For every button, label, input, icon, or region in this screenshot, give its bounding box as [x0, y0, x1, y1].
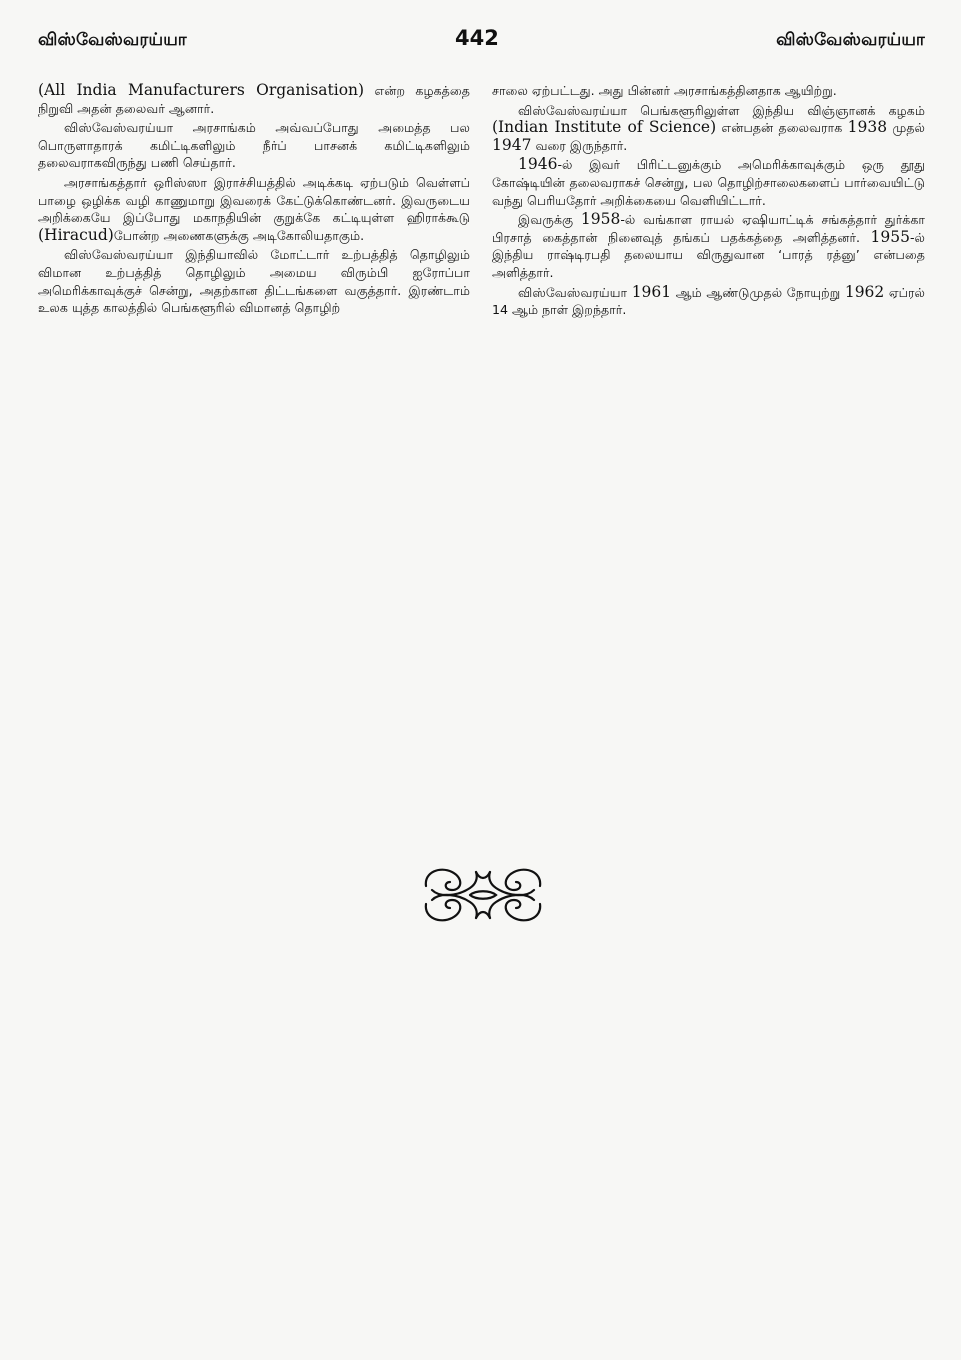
year: 1955	[870, 227, 910, 246]
paragraph-text: விஸ்வேஸ்வரய்யா	[518, 284, 632, 300]
english-phrase: (Indian Institute of Science)	[492, 118, 717, 137]
paragraph-text: முதல்	[887, 120, 925, 136]
paragraph	[38, 82, 470, 117]
paragraph-text: போன்ற அணைகளுக்கு அடிகோலியதாகும்.	[113, 227, 365, 243]
paragraph-text: -ல் வங்காள ராயல் ஏஷியாட்டிக் சங்கத்தார் துர்க்கா பிரசாத் கைத்தான் நினைவுத் தங்கப் பதக்கத்தை அளித்தனர்.	[492, 212, 925, 245]
paragraph-text: என்ற கழகத்தை நிறுவி அதன் தலைவர் ஆனார்.	[38, 83, 470, 116]
english-phrase: (All India Manufacturers Organisation)	[38, 81, 365, 99]
paragraph-text: என்பதன் தலைவராக	[716, 120, 848, 136]
running-head-left: விஸ்வேஸ்வரய்யா	[38, 30, 187, 50]
year: 1961	[631, 282, 672, 301]
year: 1958	[580, 210, 621, 229]
paragraph	[38, 174, 470, 244]
paragraph: சாலை ஏற்பட்டது. அது பின்னர் அரசாங்கத்தினதாக ஆயிற்று.	[492, 83, 837, 98]
paragraph	[492, 211, 925, 281]
paragraph-text: -ல் இந்திய ராஷ்டிரபதி தலையாய விருதுவான ‘பாரத் ரத்னு’ என்பதை அளித்தார்.	[492, 229, 925, 280]
paragraph-text: ஏப்ரல் 14 ஆம் நாள் இறந்தார்.	[492, 284, 925, 318]
year: 1947	[492, 135, 532, 154]
page-number: 442	[455, 26, 499, 50]
paragraph-text: இவருக்கு	[518, 212, 581, 228]
year: 1946	[518, 155, 558, 174]
text-column-right	[492, 82, 925, 321]
text-column-left	[38, 82, 470, 319]
year: 1938	[847, 118, 888, 137]
paragraph-text: ஆம் ஆண்டுமுதல் நோயுற்று	[671, 284, 845, 300]
paragraph	[492, 284, 925, 319]
paragraph	[492, 156, 925, 209]
paragraph-text: அரசாங்கத்தார் ஒரிஸ்ஸா இராச்சியத்தில் அடிக்கடி ஏற்படும் வெள்ளப் பாழை ஒழிக்க வழி காணுமாறு இவரைக் கேட்டுக்கொண்டனர். இவருடைய அறிக்கையே இப்போது மகாநதியின் குறுக்கே கட்டியுள்ள ஹிராக்கூடு	[38, 174, 470, 226]
floral-ornament-icon	[418, 860, 548, 930]
year: 1962	[844, 282, 885, 301]
paragraph	[492, 102, 925, 155]
english-phrase: (Hiracud)	[38, 225, 114, 244]
paragraph-text: விஸ்வேஸ்வரய்யா பெங்களூரிலுள்ள இந்திய விஞ்ஞானக் கழகம்	[518, 102, 925, 118]
paragraph: விஸ்வேஸ்வரய்யா இந்தியாவில் மோட்டார் உற்பத்தித் தொழிலும் விமான உற்பத்தித் தொழிலும் அமைய விரும்பி ஐரோப்பா அமெரிக்காவுக்குச் சென்று, அதற்கான திட்டங்களை வகுத்தார். இரண்டாம் உலக யுத்த காலத்தில் பெங்களூரில் விமானத் தொழிற்	[38, 247, 470, 316]
paragraph-text: -ல் இவர் பிரிட்டனுக்கும் அமெரிக்காவுக்கும் ஒரு தூது கோஷ்டியின் தலைவராகச் சென்று, பல தொழிற்சாலைகளைப் பார்வையிட்டு வந்து பெரியதோர் அறிக்கையை வெளியிட்டார்.	[492, 157, 925, 208]
paragraph: விஸ்வேஸ்வரய்யா அரசாங்கம் அவ்வப்போது அமைத்த பல பொருளாதாரக் கமிட்டிகளிலும் நீர்ப் பாசனக் கமிட்டிகளிலும் தலைவராகவிருந்து பணி செய்தார்.	[38, 120, 470, 171]
paragraph-text: வரை இருந்தார்.	[531, 137, 628, 153]
running-head-right: விஸ்வேஸ்வரய்யா	[776, 30, 925, 50]
